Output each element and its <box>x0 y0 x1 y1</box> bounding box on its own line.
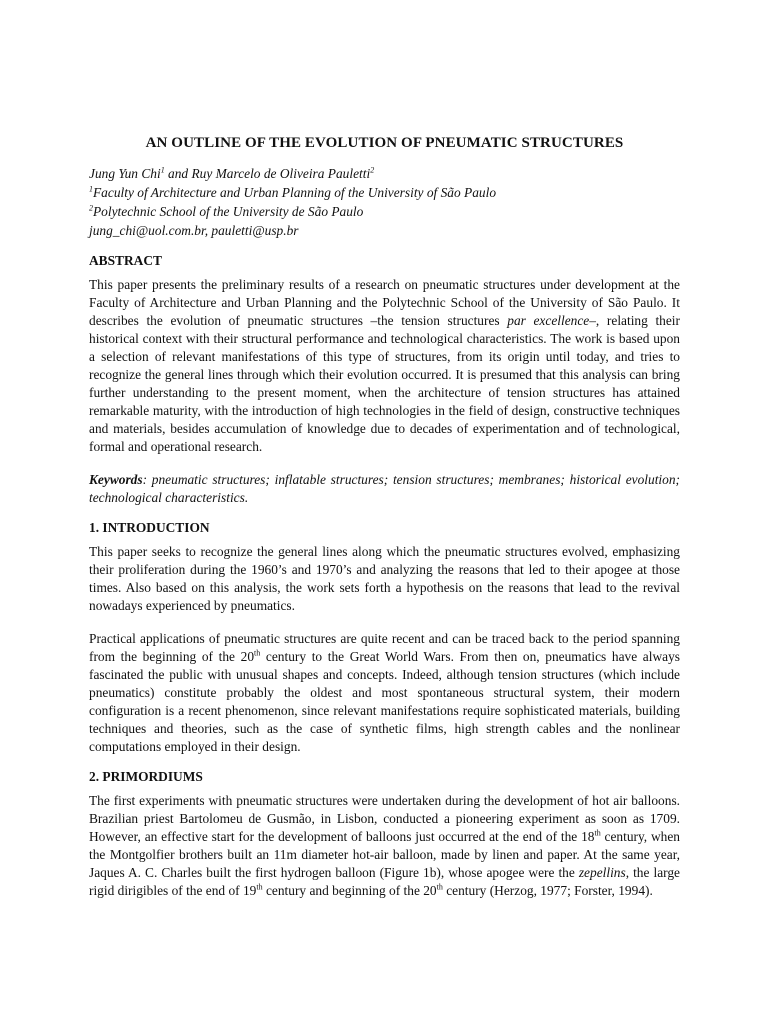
author-superscript: 2 <box>370 165 375 175</box>
affiliation-superscript: 2 <box>89 203 93 213</box>
paragraph-text-part: Practical applications of pneumatic structures are quite recent and can be traced back to the period spanning from the beginning of the 20 <box>89 631 680 664</box>
author-name: Jung Yun Chi <box>89 166 161 181</box>
paragraph-text-part: century, when the Montgolfier brothers built an 11m diameter hot-air balloon, made by linen and paper. At the same year, Jaques A. C. Charles built the first hydrogen balloon (Figure 1b), whose apogee were the <box>89 829 680 880</box>
intro-paragraph-1: This paper seeks to recognize the general lines along which the pneumatic structures evolved, emphasizing their proliferation during the 1960’s and 1970’s and analyzing the reasons that led to their apogee at those times. Also based on this analysis, the work sets forth a hypothesis on the reasons that lead to the revival nowadays experienced by pneumatics. <box>89 544 680 613</box>
paragraph-text-part: century (Herzog, 1977; Forster, 1994). <box>442 883 653 898</box>
paper-body <box>89 134 680 909</box>
abstract-text <box>89 276 680 456</box>
paragraph-text-part: century and beginning of the 20 <box>262 883 437 898</box>
abstract-text-part: –, relating their historical context with their structural performance and technological characteristics. The work is based upon a selection of relevant manifestations of this type of structures, from its origin until today, and tries to recognize the general lines through which their evolution occurred. It is presumed that this analysis can bring further understanding to the present moment, when the architecture of tension structures has attained remarkable maturity, with the introduction of high technologies in the field of design, constructive techniques and materials, besides accumulation of knowledge due to decades of experimentation and of technological, formal and operational research. <box>89 313 680 454</box>
ordinal-superscript: th <box>254 648 261 658</box>
paragraph-text-part: The first experiments with pneumatic structures were undertaken during the development of hot air balloons. Brazilian priest Bartolomeu de Gusmão, in Lisbon, conducted a pioneering experiment as soon as 1709. However, an effective start for the development of balloons just occurred at the end of the 18 <box>89 793 680 844</box>
affiliation-text: Polytechnic School of the University de São Paulo <box>93 204 364 219</box>
italic-term: zepellins <box>578 865 626 880</box>
section-heading-introduction: 1. INTRODUCTION <box>89 520 210 535</box>
paragraph-text-part: century to the Great World Wars. From then on, pneumatics have always fascinated the public with unusual shapes and concepts. Indeed, although tension structures (which include pneumatics) constitute probably the oldest and most spontaneous structural system, their modern configuration is a recent phenomenon, since relevant manifestations require sophisticated materials, building techniques and theories, such as the case of synthetic films, high strength cables and the nonlinear computations employed in their design. <box>89 649 680 754</box>
paragraph-text-part: , the large rigid dirigibles of the end of 19 <box>89 865 680 898</box>
ordinal-superscript: th <box>594 828 601 838</box>
intro-paragraph-2 <box>89 630 680 756</box>
primordiums-paragraph-1 <box>89 792 680 900</box>
keywords-label: Keywords <box>89 472 143 487</box>
keywords-line <box>89 471 680 507</box>
author-block <box>89 164 680 240</box>
abstract-italic-term: par excellence <box>507 313 590 328</box>
section-heading-primordiums: 2. PRIMORDIUMS <box>89 769 203 784</box>
email-line: jung_chi@uol.com.br, pauletti@usp.br <box>89 223 299 238</box>
abstract-heading: ABSTRACT <box>89 253 162 268</box>
affiliation-text: Faculty of Architecture and Urban Planning of the University of São Paulo <box>93 185 497 200</box>
author-superscript: 1 <box>160 165 165 175</box>
keywords-text: : pneumatic structures; inflatable structures; tension structures; membranes; historical evolution; technological characteristics. <box>89 472 680 505</box>
affiliation-line <box>89 202 680 221</box>
affiliation-superscript: 1 <box>89 184 93 194</box>
ordinal-superscript: th <box>436 882 443 892</box>
affiliation-line <box>89 183 680 202</box>
author-line <box>89 164 680 183</box>
abstract-text-part: This paper presents the preliminary results of a research on pneumatic structures under development at the Faculty of Architecture and Urban Planning and the Polytechnic School of the University of São Paulo. It describes the evolution of pneumatic structures –the tension structures <box>89 277 680 328</box>
ordinal-superscript: th <box>256 882 263 892</box>
author-name: and Ruy Marcelo de Oliveira Pauletti <box>164 166 371 181</box>
paper-title: AN OUTLINE OF THE EVOLUTION OF PNEUMATIC STRUCTURES <box>145 135 624 151</box>
